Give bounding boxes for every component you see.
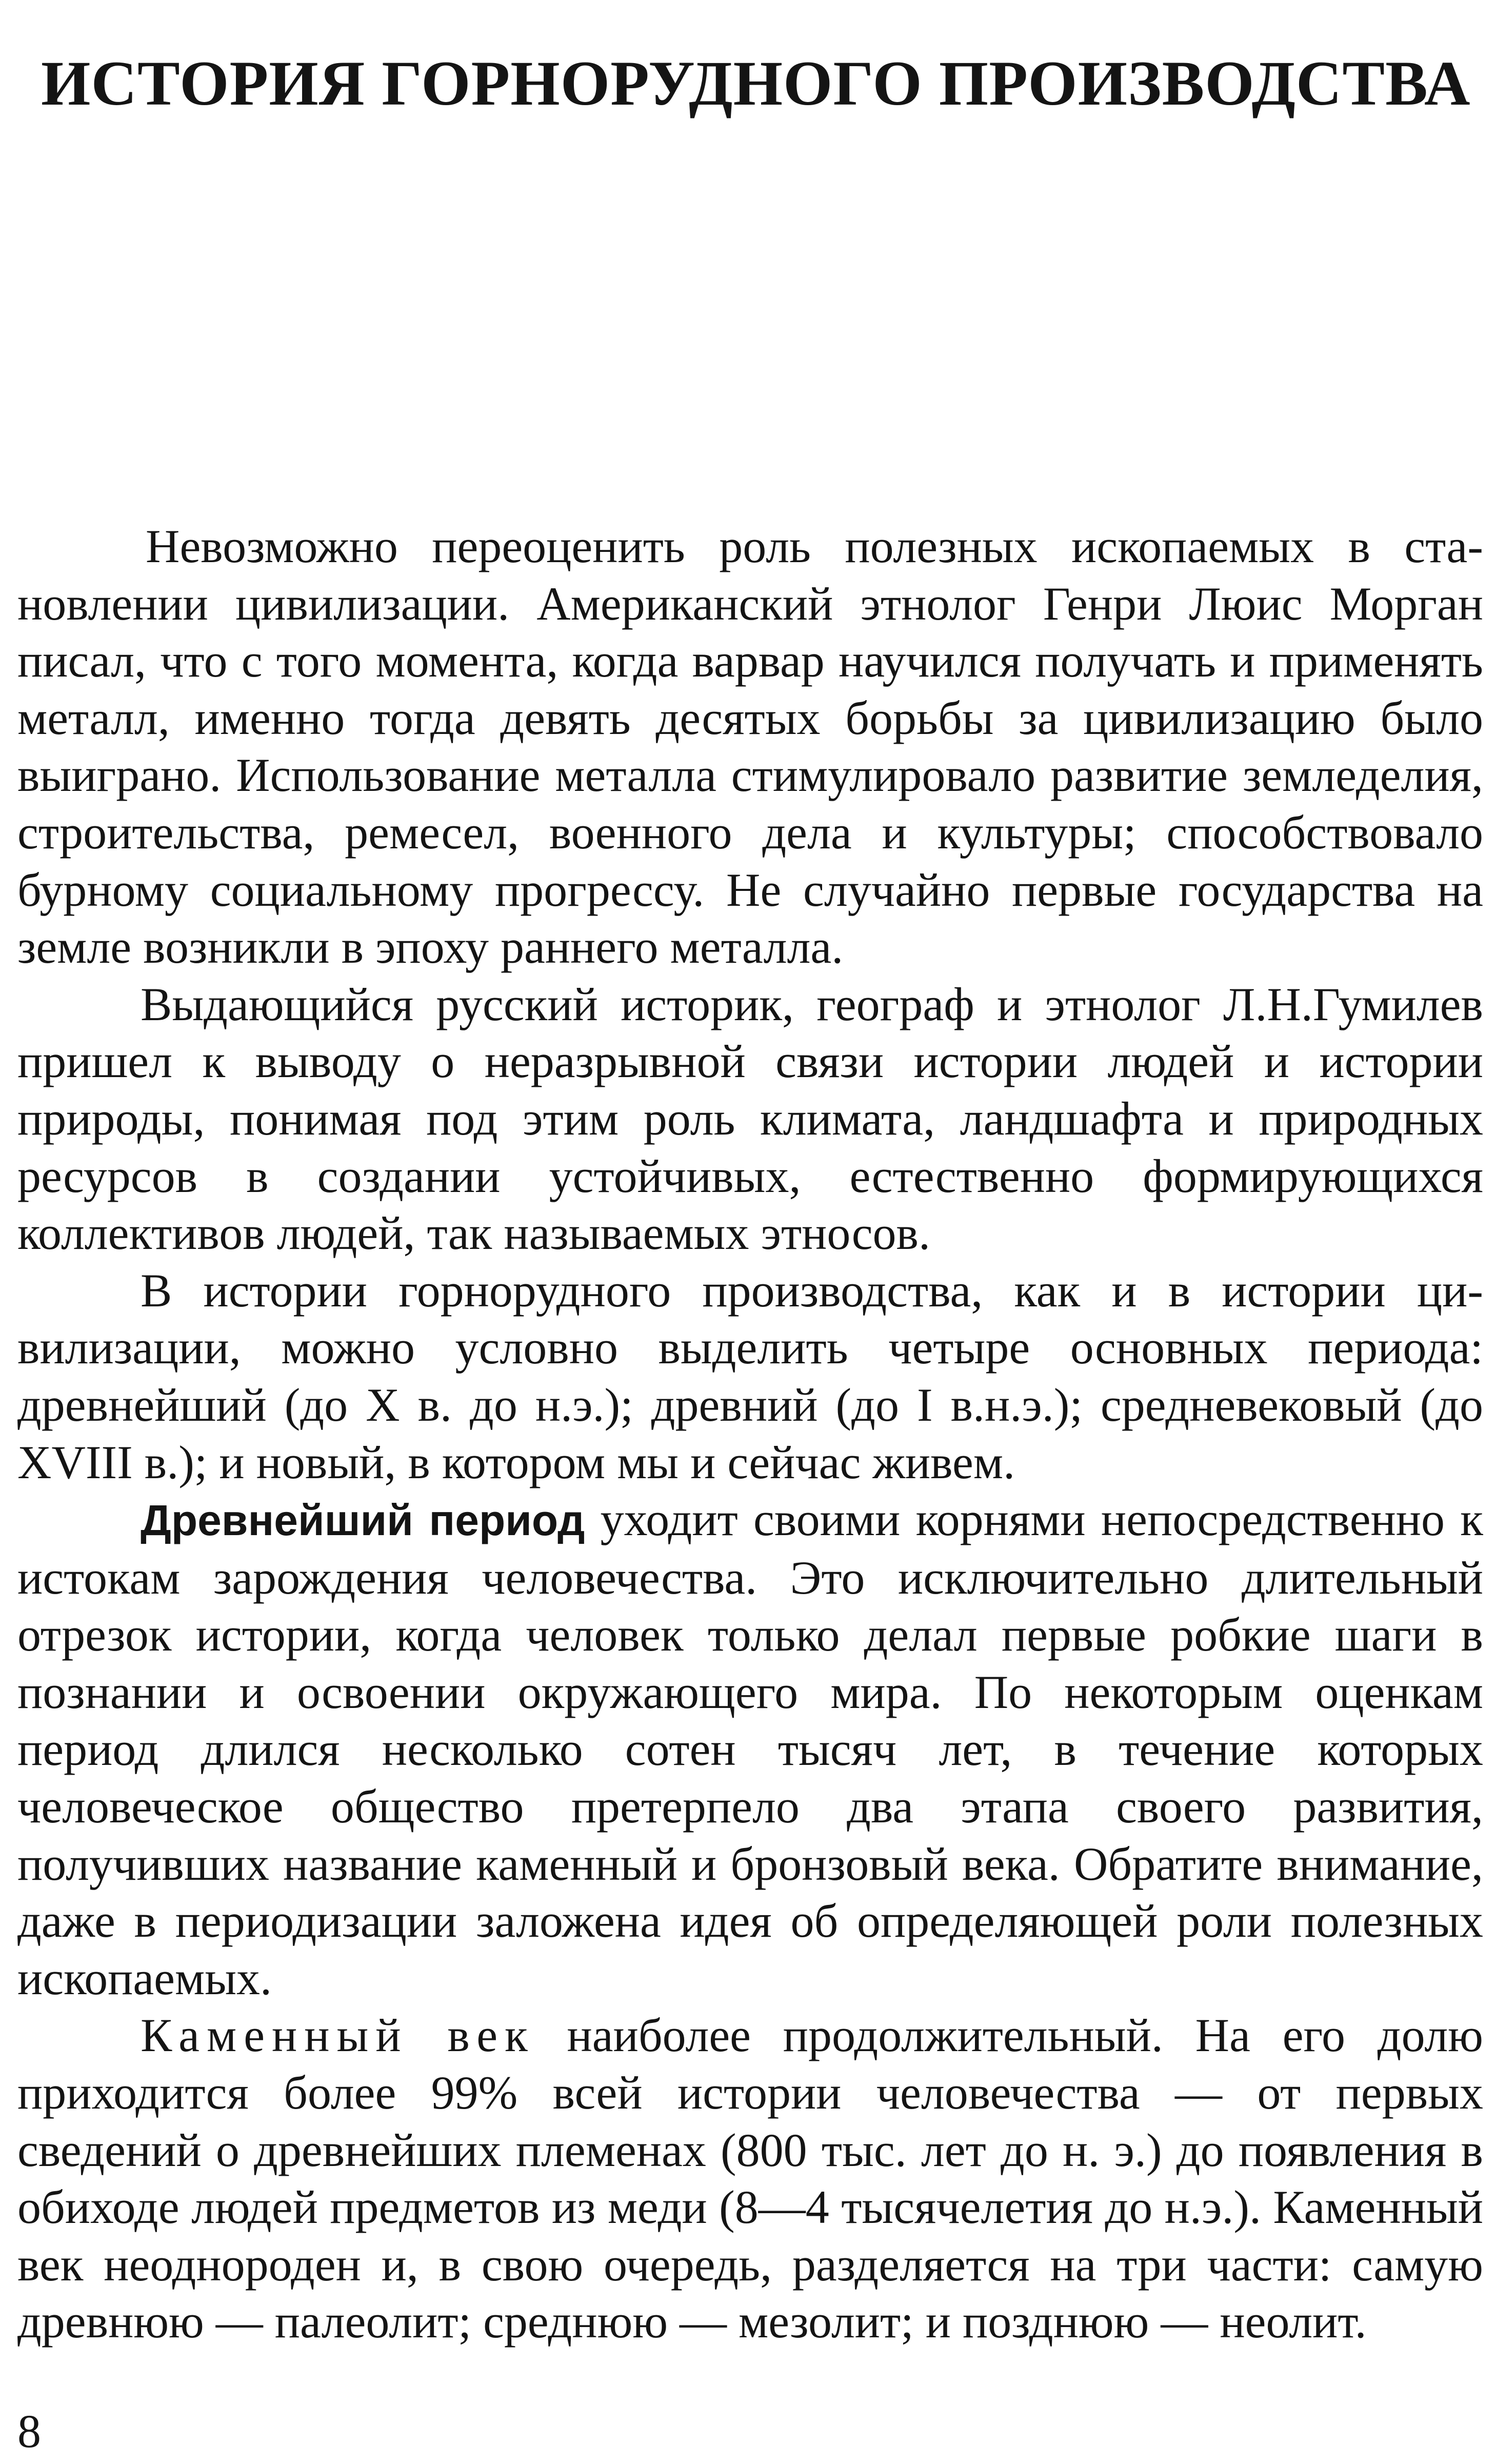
paragraph-periods: В истории горнорудного производства, как и в истории цивилизации, можно условно выделить четыре основных периода: древнейший (до X в. до н.э.); древний (до I в.н.э.); средневековый (до XVIII в.); и новый, в котором мы и сейчас живем. bbox=[17, 1264, 1483, 1488]
paragraph-stone-age bbox=[17, 2007, 1483, 2351]
stone-age-term: Каменный век bbox=[141, 2009, 535, 2062]
paragraph-ancient-period bbox=[17, 1491, 1483, 2007]
paragraph-gumilev: Выдающийся русский историк, географ и этнолог Л.Н.Гумилев пришел к выводу о неразрывной связи истории людей и истории природы, понимая под этим роль климата, ландшафта и природных ресурсов в создании устойчивых, естественно формирующихся коллективов людей, так называемых этносов. bbox=[17, 978, 1483, 1260]
chapter-title: ИСТОРИЯ ГОРНОРУДНОГО ПРОИЗВОДСТВА bbox=[41, 48, 1471, 119]
ancient-period-term: Древнейший период bbox=[141, 1496, 585, 1545]
chapter-body bbox=[17, 518, 1483, 2351]
ancient-period-text: уходит своими корнями непосредственно к истокам зарождения человечества. Это исключительно длительный отрезок истории, когда человек только делал первые робкие шаги в познании и освоении окружающего мира. По некоторым оценкам период длился несколько сотен тысяч лет, в течение которых человеческое общество претерпело два этапа своего развития, получивших название каменный и бронзовый века. Обратите внимание, даже в периодизации заложена идея об определяющей роли полезных ископаемых. bbox=[17, 1493, 1483, 2004]
page-number: 8 bbox=[17, 2405, 41, 2457]
stone-age-text: наиболее продолжительный. На его долю приходится более 99% всей истории человечества — от первых сведений о древнейших племенах (800 тыс. лет до н. э.) до появления в обиходе людей предметов из меди (8—4 тысячелетия до н.э.). Каменный век неоднороден и, в свою очередь, разделяется на три части: самую древнюю — палеолит; среднюю — мезолит; и позднюю — неолит. bbox=[17, 2009, 1483, 2348]
paragraph-role-of-minerals: Невозможно переоценить роль полезных ископаемых в становлении цивилизации. Американский этнолог Генри Люис Морган писал, что с того момента, когда варвар научился получать и применять металл, именно тогда девять десятых борьбы за цивилизацию было выиграно. Использование металла стимулировало развитие земледелия, строительства, ремесел, военного дела и культуры; способствовало бурному социальному прогрессу. Не случайно первые государства на земле возникли в эпоху раннего металла. bbox=[17, 520, 1483, 973]
